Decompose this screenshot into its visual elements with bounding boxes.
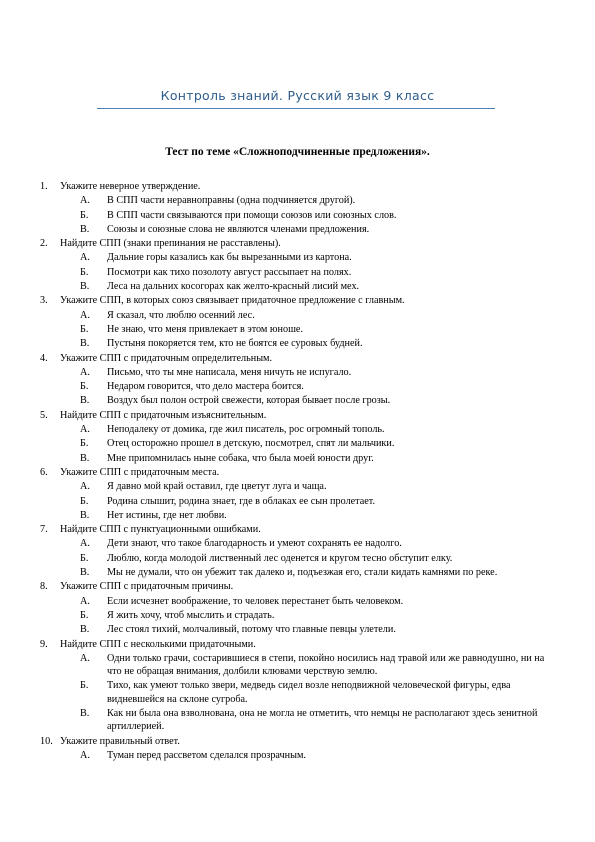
answer-option — [40, 707, 560, 734]
answer-text: В СПП части связываются при помощи союзов или союзных слов. — [107, 209, 397, 221]
answer-option — [40, 223, 560, 236]
question — [40, 466, 560, 479]
answer-option — [40, 679, 560, 706]
answer-letter: В. — [80, 281, 90, 293]
answer-text: Неподалеку от домика, где жил писатель, рос огромный тополь. — [107, 424, 385, 436]
question-text: Укажите СПП, в которых союз связывает придаточное предложение с главным. — [60, 295, 405, 307]
answer-text: Туман перед рассветом сделался прозрачным. — [107, 749, 306, 761]
answer-option — [40, 280, 560, 293]
question — [40, 237, 560, 250]
answer-text: Я жить хочу, чтоб мыслить и страдать. — [107, 609, 275, 621]
answer-text: Леса на дальних косогорах как желто-красный лисий мех. — [107, 281, 360, 293]
answer-text: Недаром говорится, что дело мастера боится. — [107, 381, 304, 393]
answer-text: Мне припомнилась ныне собака, что была моей юности друг. — [107, 452, 374, 464]
question — [40, 523, 560, 536]
answer-letter: В. — [80, 452, 90, 464]
answer-option — [40, 566, 560, 579]
answer-option — [40, 194, 560, 207]
test-question-list — [40, 180, 560, 763]
answer-text: Я сказал, что люблю осенний лес. — [107, 309, 255, 321]
question-text: Найдите СПП с пунктуационными ошибками. — [60, 524, 261, 536]
answer-option — [40, 623, 560, 636]
answer-text: Лес стоял тихий, молчаливый, потому что главные певцы улетели. — [107, 624, 396, 636]
answer-letter: Б. — [80, 381, 89, 393]
question-number: 2. — [40, 238, 48, 250]
answer-option — [40, 323, 560, 336]
answer-option — [40, 509, 560, 522]
answer-letter: Б. — [80, 680, 89, 692]
question-number: 10. — [40, 735, 53, 747]
answer-text: Люблю, когда молодой лиственный лес оденется и кругом тесно обступит елку. — [107, 552, 453, 564]
answer-text: Как ни была она взволнована, она не могла не отметить, что немцы не располагают здесь зенитной артиллерией. — [107, 707, 538, 733]
question-text: Найдите СПП (знаки препинания не расставлены). — [60, 238, 281, 250]
answer-letter: Б. — [80, 495, 89, 507]
header-divider — [97, 108, 495, 109]
answer-letter: В. — [80, 707, 90, 719]
question-number: 9. — [40, 638, 48, 650]
answer-letter: А. — [80, 252, 90, 264]
answer-option — [40, 495, 560, 508]
question-text: Найдите СПП с придаточным изъяснительным. — [60, 409, 267, 421]
question-number: 7. — [40, 524, 48, 536]
question — [40, 580, 560, 593]
question-number: 5. — [40, 409, 48, 421]
answer-option — [40, 309, 560, 322]
answer-letter: А. — [80, 309, 90, 321]
answer-option — [40, 423, 560, 436]
answer-text: Союзы и союзные слова не являются членами предложения. — [107, 223, 370, 235]
question-text: Укажите СПП с придаточным определительным. — [60, 352, 273, 364]
answer-option — [40, 251, 560, 264]
answer-option — [40, 480, 560, 493]
answer-option — [40, 437, 560, 450]
answer-letter: Б. — [80, 552, 89, 564]
question-text: Найдите СПП с несколькими придаточными. — [60, 638, 256, 650]
answer-letter: А. — [80, 481, 90, 493]
answer-text: Пустыня покоряется тем, кто не боятся ее суровых будней. — [107, 338, 363, 350]
question-number: 6. — [40, 466, 48, 478]
answer-letter: В. — [80, 567, 90, 579]
test-title: Тест по теме «Сложноподчиненные предложения». — [165, 146, 430, 158]
answer-text: Воздух был полон острой свежести, которая бывает после грозы. — [107, 395, 391, 407]
question-number: 3. — [40, 295, 48, 307]
answer-text: Письмо, что ты мне написала, меня ничуть не испугало. — [107, 366, 352, 378]
page-header: Контроль знаний. Русский язык 9 класс — [160, 88, 435, 103]
answer-option — [40, 337, 560, 350]
question-number: 1. — [40, 181, 48, 192]
answer-text: В СПП части неравноправны (одна подчиняется другой). — [107, 195, 356, 207]
answer-text: Тихо, как умеют только звери, медведь сидел возле неподвижной человеческой фигуры, едва видневшейся на склоне сугроба. — [107, 680, 511, 705]
question-text: Укажите СПП с придаточным места. — [60, 466, 220, 478]
answer-text: Посмотри как тихо позолоту август рассыпает на полях. — [107, 266, 352, 278]
answer-letter: В. — [80, 223, 90, 235]
answer-option — [40, 366, 560, 379]
question-text: Укажите правильный ответ. — [60, 735, 180, 747]
question — [40, 735, 560, 748]
answer-letter: В. — [80, 624, 90, 636]
answer-text: Одни только грачи, состарившиеся в степи, покойно носились над травой или же равнодушно, ни на что не обращая внимания, долбили клювами черствую землю. — [107, 652, 545, 678]
answer-option — [40, 394, 560, 407]
answer-option — [40, 266, 560, 279]
question — [40, 638, 560, 651]
answer-letter: Б. — [80, 323, 89, 335]
answer-option — [40, 552, 560, 565]
answer-letter: А. — [80, 366, 90, 378]
question — [40, 294, 560, 307]
answer-option — [40, 609, 560, 622]
answer-text: Не знаю, что меня привлекает в этом юноше. — [107, 323, 303, 335]
answer-letter: А. — [80, 749, 90, 761]
answer-option — [40, 652, 560, 679]
answer-letter: А. — [80, 195, 90, 207]
answer-letter: А. — [80, 595, 90, 607]
answer-text: Родина слышит, родина знает, где в облаках ее сын пролетает. — [107, 495, 376, 507]
answer-letter: В. — [80, 395, 90, 407]
question — [40, 180, 560, 193]
question — [40, 409, 560, 422]
answer-letter: Б. — [80, 609, 89, 621]
answer-option — [40, 452, 560, 465]
answer-text: Дальние горы казались как бы вырезанными из картона. — [107, 252, 352, 264]
answer-text: Мы не думали, что он убежит так далеко и, подъезжая его, стали кидать камнями по реке. — [107, 567, 498, 579]
question — [40, 352, 560, 365]
answer-option — [40, 380, 560, 393]
answer-text: Если исчезнет воображение, то человек перестанет быть человеком. — [107, 595, 404, 607]
question-text: Укажите неверное утверждение. — [60, 181, 201, 192]
answer-text: Я давно мой край оставил, где цветут луга и чаща. — [107, 481, 327, 493]
answer-letter: А. — [80, 424, 90, 436]
answer-option — [40, 595, 560, 608]
answer-option — [40, 749, 560, 762]
answer-letter: А. — [80, 538, 90, 550]
question-number: 4. — [40, 352, 48, 364]
question-number: 8. — [40, 581, 48, 593]
answer-letter: В. — [80, 338, 90, 350]
question-text: Укажите СПП с придаточным причины. — [60, 581, 234, 593]
answer-letter: Б. — [80, 209, 89, 221]
answer-letter: В. — [80, 509, 90, 521]
answer-text: Нет истины, где нет любви. — [107, 509, 227, 521]
answer-letter: Б. — [80, 438, 89, 450]
answer-text: Дети знают, что такое благодарность и умеют сохранять ее надолго. — [107, 538, 402, 550]
answer-option — [40, 537, 560, 550]
answer-letter: А. — [80, 652, 90, 664]
answer-text: Отец осторожно прошел в детскую, посмотрел, спят ли мальчики. — [107, 438, 395, 450]
answer-letter: Б. — [80, 266, 89, 278]
answer-option — [40, 209, 560, 222]
